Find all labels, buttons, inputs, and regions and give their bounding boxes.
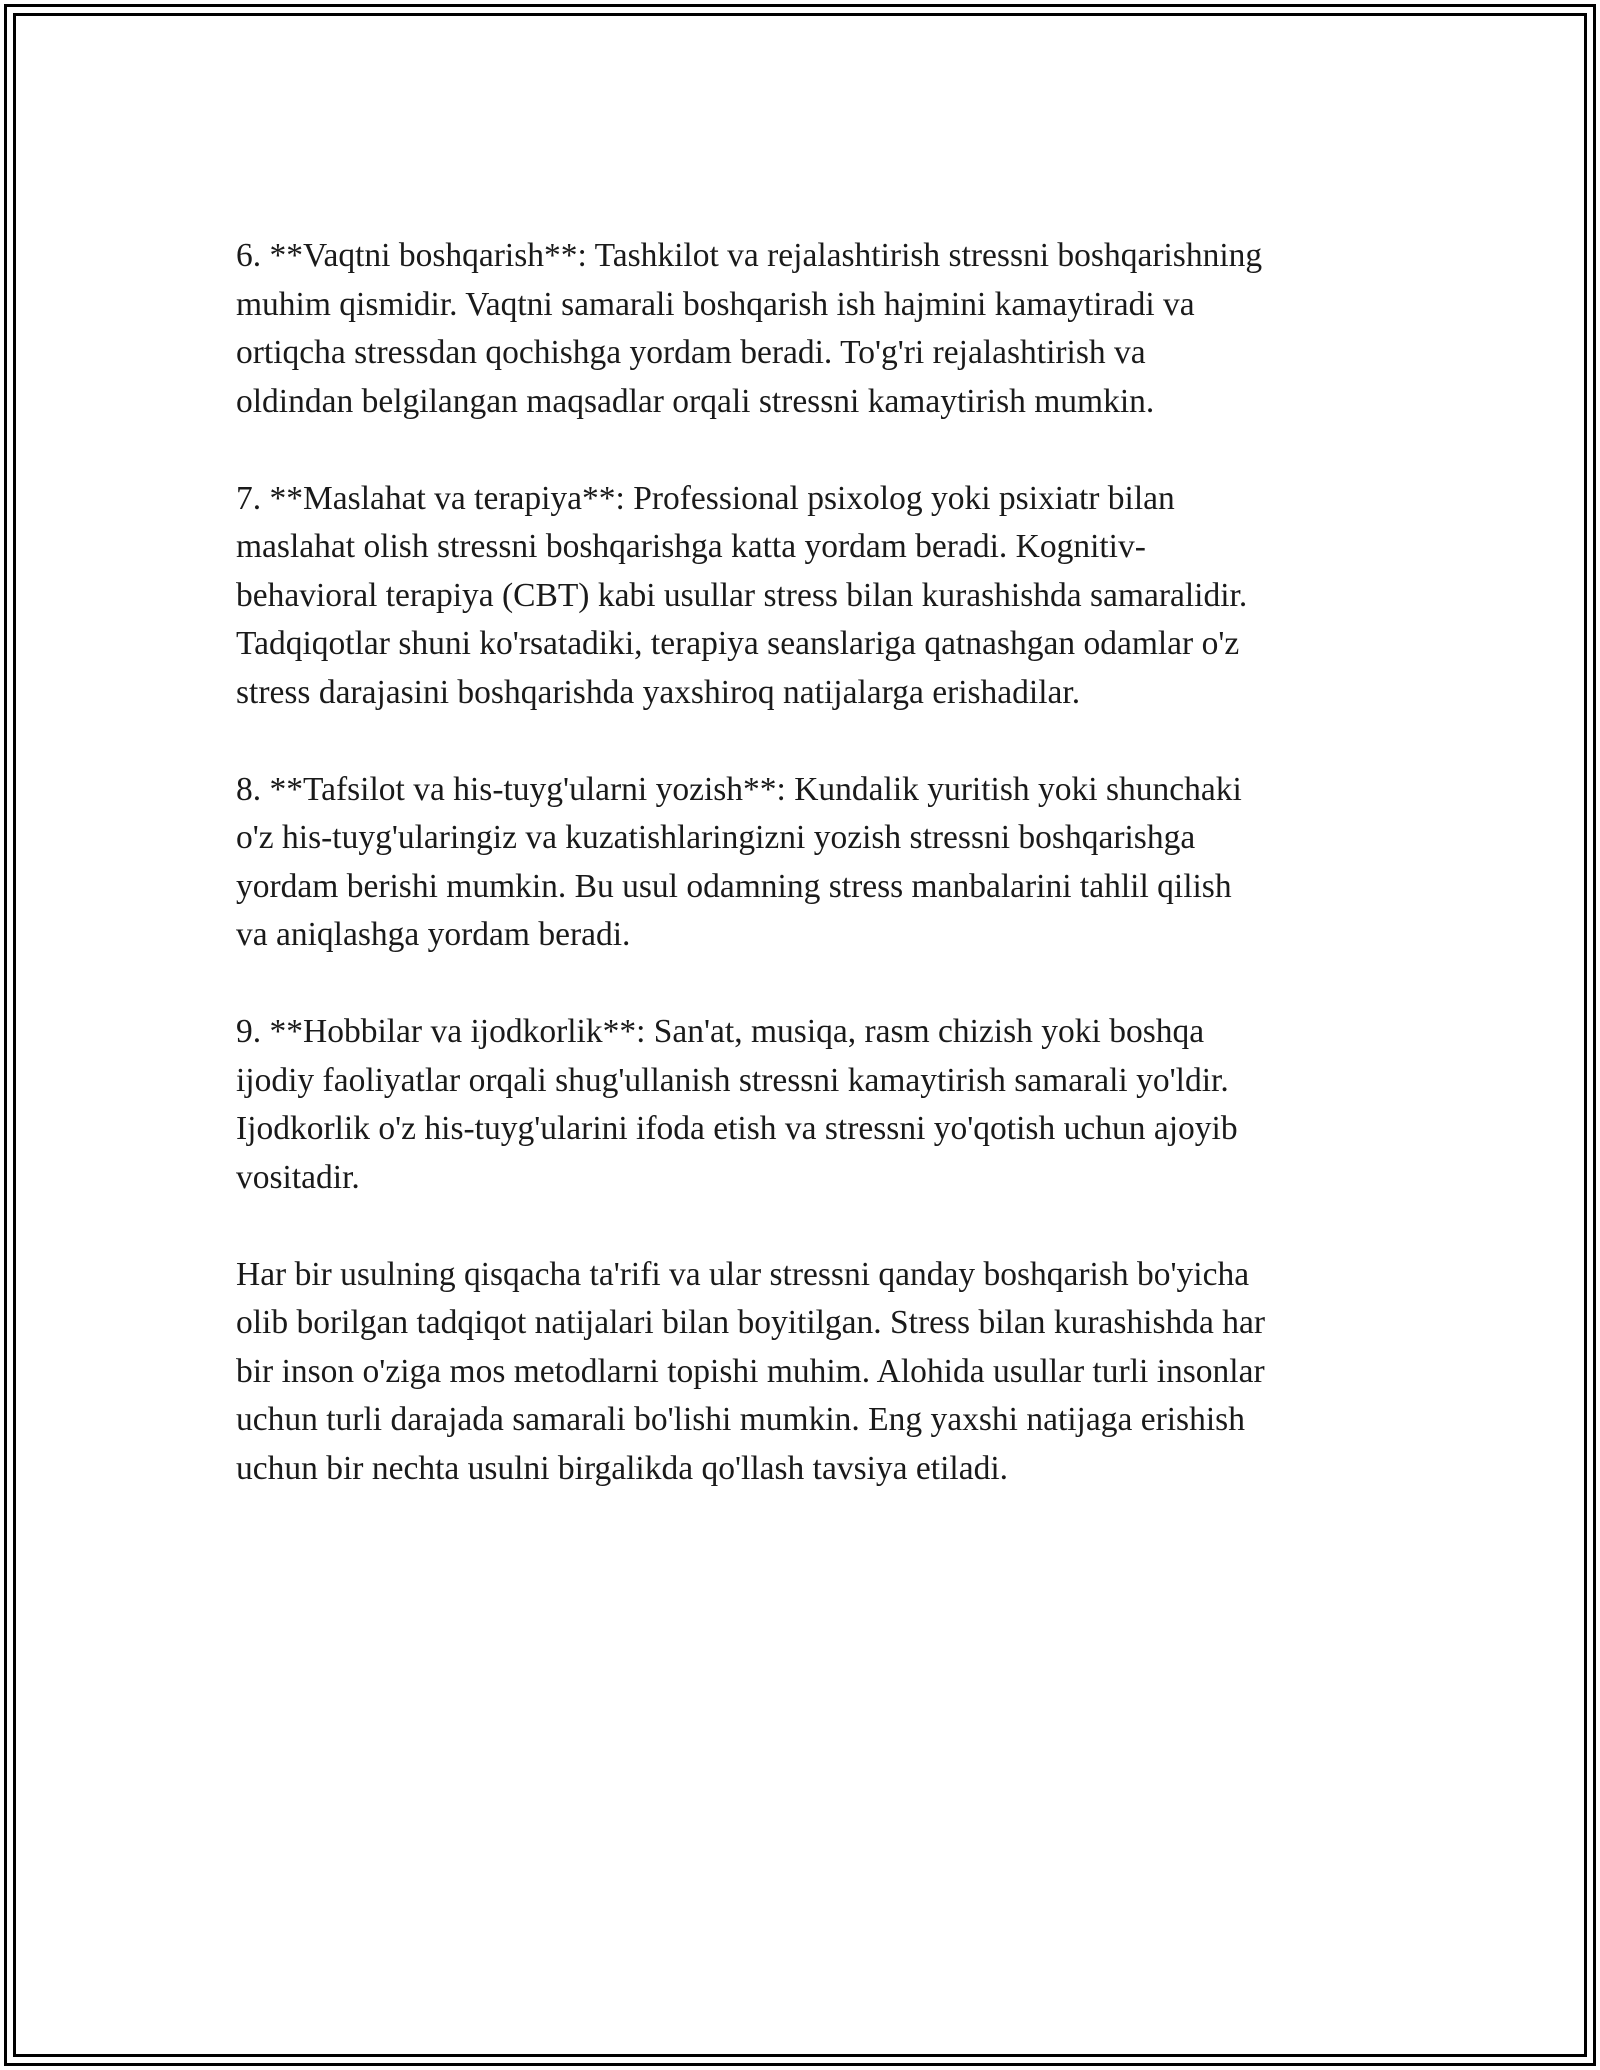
text-line: maslahat olish stressni boshqarishga katta yordam beradi. Kognitiv-	[236, 528, 1146, 565]
text-line: uchun bir nechta usulni birgalikda qo'llash tavsiya etiladi.	[236, 1449, 1009, 1487]
text-line: uchun turli darajada samarali bo'lishi mumkin. Eng yaxshi natijaga erishish	[236, 1401, 1245, 1438]
paragraph-hobbies-creativity	[236, 1008, 1376, 1202]
paragraph-counseling-therapy	[236, 475, 1376, 718]
text-line: 8. **Tafsilot va his-tuyg'ularni yozish**: Kundalik yuritish yoki shunchaki	[236, 770, 1242, 808]
text-line: bir inson o'ziga mos metodlarni topishi muhim. Alohida usullar turli insonlar	[236, 1352, 1265, 1390]
text-line: vositadir.	[236, 1158, 360, 1196]
text-line: 6. **Vaqtni boshqarish**: Tashkilot va rejalashtirish stressni boshqarishning	[236, 237, 1263, 274]
text-line: 9. **Hobbilar va ijodkorlik**: San'at, musiqa, rasm chizish yoki boshqa	[236, 1013, 1205, 1050]
text-line: o'z his-tuyg'ularingiz va kuzatishlaringizni yozish stressni boshqarishga	[236, 819, 1196, 856]
text-line: stress darajasini boshqarishda yaxshiroq natijalarga erishadilar.	[236, 673, 1081, 711]
paragraph-journaling	[236, 766, 1376, 960]
text-line: ijodiy faoliyatlar orqali shug'ullanish stressni kamaytirish samarali yo'ldir.	[236, 1061, 1229, 1099]
text-line: Har bir usulning qisqacha ta'rifi va ular stressni qanday boshqarish bo'yicha	[236, 1255, 1250, 1293]
text-line: Ijodkorlik o'z his-tuyg'ularini ifoda etish va stressni yo'qotish uchun ajoyib	[236, 1110, 1238, 1147]
text-line: 7. **Maslahat va terapiya**: Professional psixolog yoki psixiatr bilan	[236, 479, 1175, 517]
paragraph-summary	[236, 1251, 1376, 1494]
document-body	[236, 232, 1376, 1493]
text-line: muhim qismidir. Vaqtni samarali boshqarish ish hajmini kamaytiradi va	[236, 285, 1195, 323]
text-line: olib borilgan tadqiqot natijalari bilan boyitilgan. Stress bilan kurashishda har	[236, 1304, 1265, 1341]
text-line: oldindan belgilangan maqsadlar orqali stressni kamaytirish mumkin.	[236, 382, 1155, 420]
text-line: va aniqlashga yordam beradi.	[236, 916, 631, 953]
text-line: ortiqcha stressdan qochishga yordam beradi. To'g'ri rejalashtirish va	[236, 334, 1146, 371]
text-line: yordam berishi mumkin. Bu usul odamning stress manbalarini tahlil qilish	[236, 867, 1232, 905]
text-line: Tadqiqotlar shuni ko'rsatadiki, terapiya seanslariga qatnashgan odamlar o'z	[236, 625, 1240, 662]
text-line: behavioral terapiya (CBT) kabi usullar stress bilan kurashishda samaralidir.	[236, 576, 1248, 614]
paragraph-time-management	[236, 232, 1376, 426]
